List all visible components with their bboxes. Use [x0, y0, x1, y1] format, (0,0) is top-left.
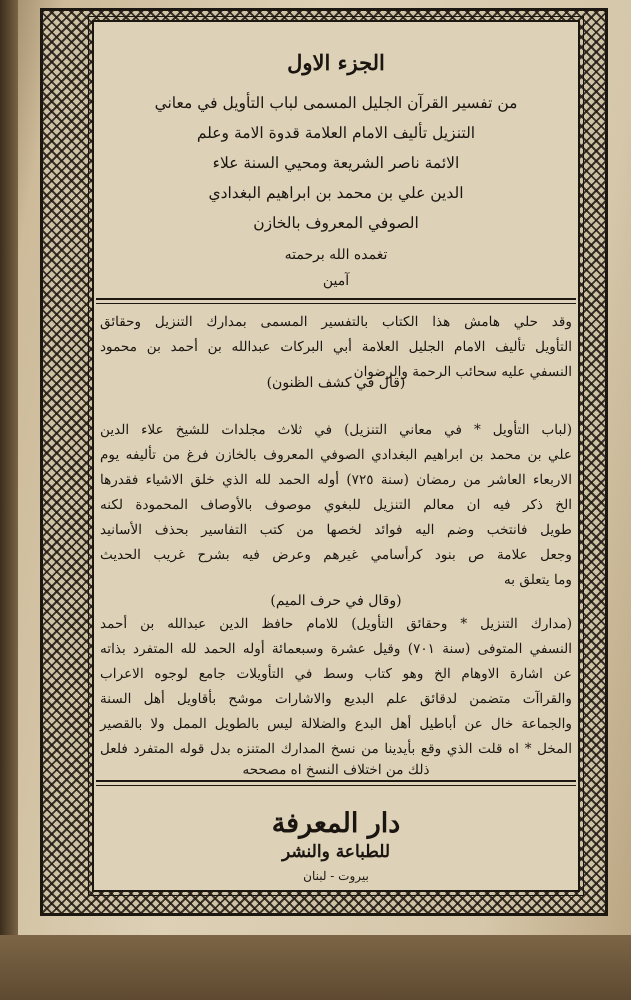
- section-line: الخ ذكر فيه ان معالم التنزيل للبغوي موصوف بالأوصاف المحمودة لكنه: [100, 497, 572, 513]
- section-line: النسفي المتوفى (سنة ٧٠١) وقيل عشرة وسبعمائة أوله الحمد لله المتفرد بذاته: [100, 641, 572, 657]
- subheading: (قال في كشف الظنون): [266, 375, 406, 391]
- intro-line: وقد حلي هامش هذا الكتاب بالتفسير المسمى بمدارك التنزيل وحقائق: [100, 314, 572, 330]
- title-line: الائمة ناصر الشريعة ومحيي السنة علاء: [212, 154, 460, 172]
- section-line: الاربعاء العاشر من رمضان (سنة ٧٢٥) أوله الحمد لله الذي خلق الاشياء فقدرها: [100, 472, 572, 488]
- section-line: والجماعة خال عن أباطيل أهل البدع والضلالة ليس بالطويل الممل ولا بالقصير: [100, 716, 572, 732]
- publisher-name: دار المعرفة: [271, 808, 401, 839]
- section-line: وما يتعلق به: [504, 572, 572, 588]
- title-line: الصوفي المعروف بالخازن: [253, 214, 419, 232]
- body-block: [100, 306, 572, 776]
- subheading: (وقال في حرف الميم): [270, 593, 402, 609]
- title-line: الدين علي بن محمد بن ابراهيم البغدادي: [208, 184, 464, 202]
- section-line: وجعل علامة ص بنود كرأسامي غيرهم وعرض فيه بشرح غريب الحديث: [100, 547, 572, 563]
- publisher-tagline: للطباعة والنشر: [281, 842, 391, 862]
- book-spine: [0, 0, 18, 1000]
- section-line: طويل فانتخب وضم اليه فوائد لخصها من كتب التفاسير بحذف الأسانيد: [100, 522, 572, 538]
- title-line: آمين: [322, 273, 350, 289]
- divider-rule: [96, 780, 576, 786]
- section-line: عن اشارة الاوهام الخ وهو كتاب وسط في التأويلات جامع لوجوه الاعراب: [100, 666, 572, 682]
- section-line: (لباب التأويل * في معاني التنزيل) في ثلاث مجلدات للشيخ علاء الدين: [100, 422, 572, 438]
- publisher-block: [96, 790, 576, 890]
- section-line: علي بن محمد بن ابراهيم البغدادي الصوفي المعروف بالخازن فرغ من تأليفه يوم: [100, 447, 572, 463]
- volume-heading: الجزء الاول: [287, 50, 385, 75]
- divider-rule: [96, 298, 576, 304]
- section-line: ذلك من اختلاف النسخ اه مصححه: [242, 762, 430, 778]
- intro-line: النسفي عليه سحائب الرحمة والرضوان: [353, 364, 572, 380]
- section-line: والقراآت متضمن لدقائق علم البديع والاشارات موشح بأقاويل أهل السنة: [100, 691, 572, 707]
- title-line: تغمده الله برحمته: [284, 247, 388, 263]
- section-line: المخل * اه قلت الذي وقع بأيدينا من نسخ المدارك المتنزه بدل قوله المتفرد فلعل: [100, 741, 572, 757]
- publisher-city: بيروت - لبنان: [303, 869, 369, 883]
- title-block: [96, 26, 576, 298]
- section-line: (مدارك التنزيل * وحقائق التأويل) للامام حافظ الدين عبدالله بن أحمد: [100, 616, 572, 632]
- title-line: التنزيل تأليف الامام العلامة قدوة الامة وعلم: [196, 124, 476, 142]
- title-line: من تفسير القرآن الجليل المسمى لباب التأويل في معاني: [154, 94, 518, 112]
- table-surface: [0, 935, 631, 1000]
- intro-line: التأويل تأليف الامام الجليل العلامة أبي البركات عبدالله بن أحمد بن محمود: [100, 339, 572, 355]
